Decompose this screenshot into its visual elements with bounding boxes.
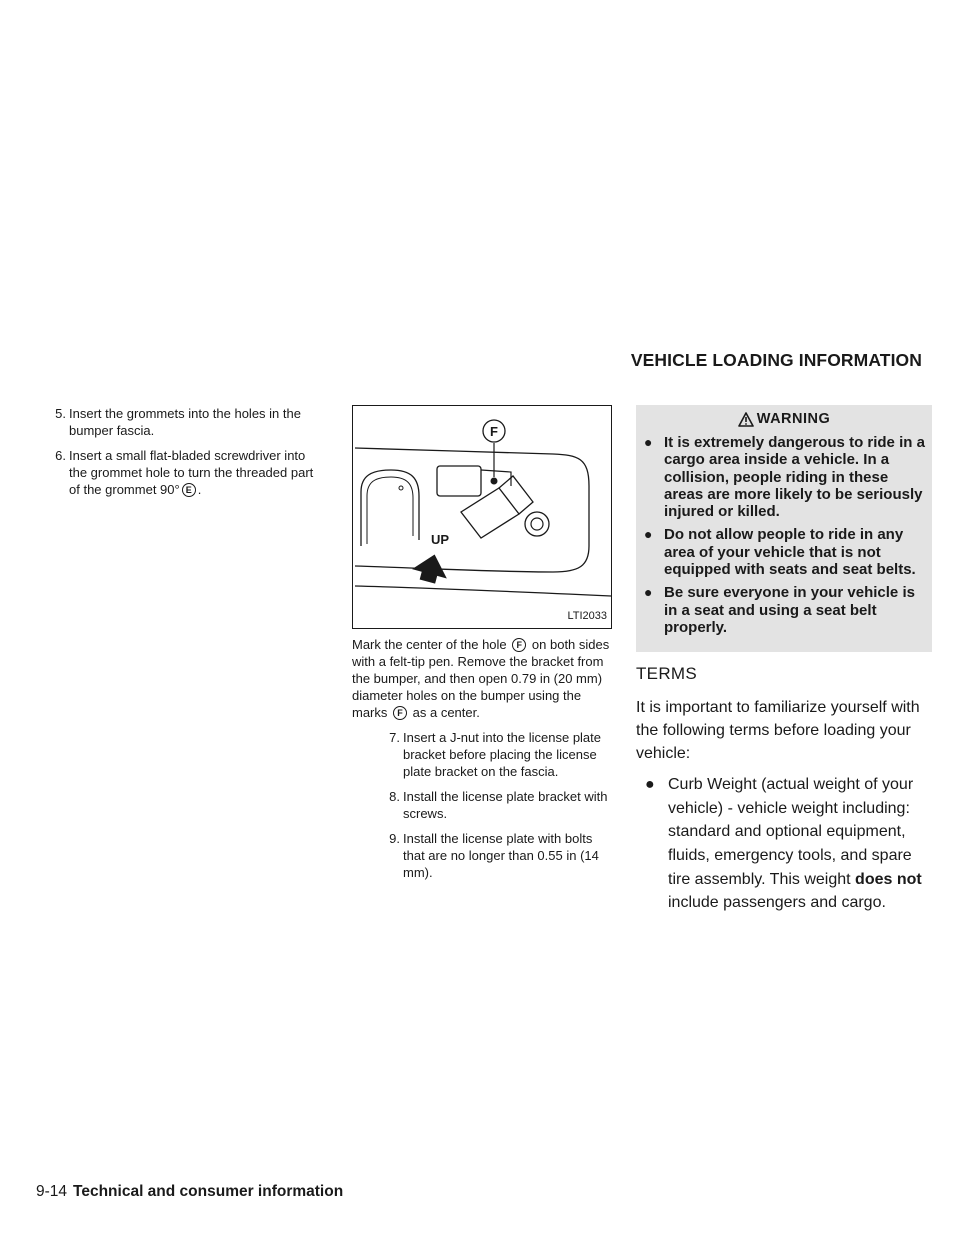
terms-item-text-end: include passengers and cargo.: [668, 894, 886, 912]
warning-item: [642, 584, 926, 636]
column-left: [36, 405, 324, 506]
step-number: 8.: [389, 789, 400, 804]
marker-e-icon: E: [182, 483, 196, 497]
step-text: Insert a J-nut into the license plate bracket before placing the license plate bracket on the fascia.: [403, 730, 602, 779]
caption-text: on both sides with a felt-tip pen. Remove the bracket from the bumper, and then open 0.79 in (20 mm) diameter holes on the bumper using the marks: [352, 637, 610, 720]
warning-item: [642, 434, 926, 520]
terms-item-text: Curb Weight (actual weight of your vehicle) - vehicle weight including: standard and optional equipment, fluids, emergency tools, and spare tire assembly. This weight: [668, 776, 914, 888]
figure-caption: [352, 636, 612, 721]
step-number: 5.: [55, 406, 66, 421]
caption-text: as a center.: [412, 705, 480, 720]
warning-box: [636, 405, 932, 652]
terms-item: [636, 773, 932, 915]
steps-list: [352, 729, 612, 881]
step-text: Install the license plate bracket with screws.: [403, 789, 608, 821]
page-number: 9-14: [36, 1183, 68, 1200]
figure-code: LTI2033: [567, 610, 607, 622]
bullet-icon: ●: [644, 584, 653, 601]
bullet-icon: ●: [644, 434, 653, 450]
step-text-end: .: [197, 482, 202, 497]
warning-item-text: Be sure everyone in your vehicle is in a seat and using a seat belt properly.: [664, 584, 915, 636]
marker-f-icon: F: [512, 638, 526, 652]
bracket-illustration: [353, 406, 611, 628]
bullet-icon: ●: [644, 526, 653, 543]
warning-item-text: It is extremely dangerous to ride in a cargo area inside a vehicle. In a collision, people riding in these areas are more likely to be seriously injured or killed.: [664, 434, 925, 521]
step-number: 6.: [55, 448, 66, 463]
terms-item-emphasis: does not: [855, 870, 922, 888]
warning-item: [642, 526, 926, 578]
column-middle: [352, 405, 612, 889]
step-text: Insert a small flat-bladed screwdriver into the grommet hole to turn the threaded part of the grommet 90°: [69, 448, 314, 497]
step-text: Insert the grommets into the holes in the bumper fascia.: [69, 406, 301, 438]
step-8: [370, 788, 612, 822]
column-right: [636, 405, 932, 915]
terms-intro: It is important to familiarize yourself with the following terms before loading your vehicle:: [636, 699, 920, 763]
warning-title-text: WARNING: [756, 411, 831, 427]
step-number: 7.: [389, 730, 400, 745]
step-6: [36, 447, 324, 498]
warning-item-text: Do not allow people to ride in any area of your vehicle that is not equipped with seats and seat belts.: [664, 526, 916, 579]
license-bracket-figure: [352, 405, 612, 629]
footer-title: Technical and consumer information: [73, 1183, 344, 1200]
caption-text: Mark the center of the hole: [352, 637, 507, 652]
marker-f-icon: F: [393, 706, 407, 720]
step-text: Install the license plate with bolts that are no longer than 0.55 in (14 mm).: [403, 831, 599, 880]
section-title: VEHICLE LOADING INFORMATION: [630, 350, 922, 370]
step-7: [370, 729, 612, 780]
page-footer: [36, 1183, 343, 1201]
figure-label-up: UP: [431, 532, 450, 547]
step-number: 9.: [389, 831, 400, 846]
warning-triangle-icon: [738, 412, 754, 427]
bullet-icon: ●: [645, 776, 655, 794]
warning-title: [642, 411, 926, 427]
figure-label-f: F: [490, 424, 498, 439]
terms-heading: TERMS: [636, 664, 697, 684]
step-5: [36, 405, 324, 439]
step-9: [370, 830, 612, 881]
